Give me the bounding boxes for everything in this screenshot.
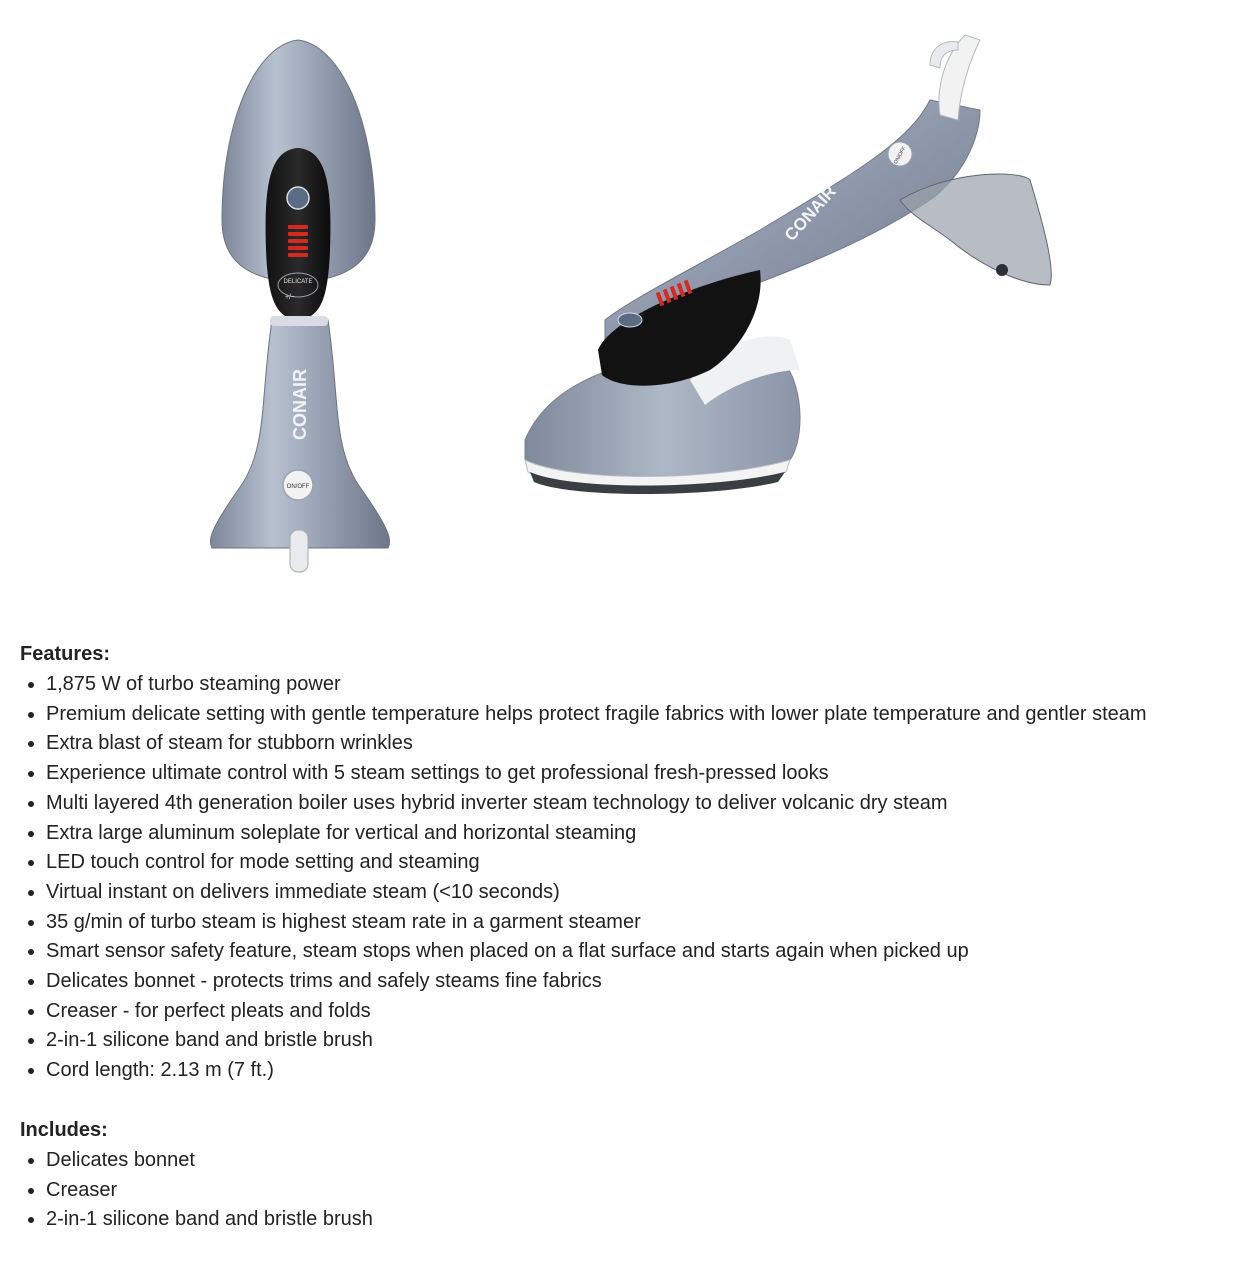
list-item: • 2-in-1 silicone band and bristle brush <box>46 1205 1220 1235</box>
front-power-label: ON/OFF <box>286 484 310 490</box>
list-item: • Virtual instant on delivers immediate steam (<10 seconds) <box>46 878 1220 908</box>
list-item: • Multi layered 4th generation boiler uses hybrid inverter steam technology to deliver volcanic dry steam <box>46 789 1220 819</box>
list-item: • Delicates bonnet <box>46 1146 1220 1176</box>
angled-power-label: ON/OFF <box>892 145 908 166</box>
list-item: • Creaser - for perfect pleats and folds <box>46 997 1220 1027</box>
steamer-front-view-image <box>200 20 400 600</box>
list-item: • Extra blast of steam for stubborn wrinkles <box>46 729 1220 759</box>
list-item: • Experience ultimate control with 5 steam settings to get professional fresh-pressed looks <box>46 759 1220 789</box>
list-item: • LED touch control for mode setting and steaming <box>46 848 1220 878</box>
list-item: • Smart sensor safety feature, steam stops when placed on a flat surface and starts again when picked up <box>46 937 1220 967</box>
product-description <box>20 640 1220 1235</box>
list-item: • 35 g/min of turbo steam is highest steam rate in a garment steamer <box>46 908 1220 938</box>
includes-heading: Includes: <box>20 1118 108 1141</box>
front-minus-plus-label: +/− <box>284 294 296 301</box>
angled-brand-logo: CONAIR <box>780 182 840 245</box>
features-heading: Features: <box>20 643 111 665</box>
front-mode-label: DELICATE <box>283 279 313 285</box>
list-item: • Cord length: 2.13 m (7 ft.) <box>46 1056 1220 1086</box>
features-list <box>20 670 1220 1086</box>
front-brand-logo: CONAIR <box>290 369 310 440</box>
steamer-angled-view-image <box>510 20 1070 500</box>
includes-list <box>20 1146 1220 1235</box>
list-item: • Extra large aluminum soleplate for vertical and horizontal steaming <box>46 819 1220 849</box>
list-item: • Premium delicate setting with gentle temperature helps protect fragile fabrics with lower plate temperature and gentler steam <box>46 700 1220 730</box>
list-item: • Delicates bonnet - protects trims and safely steams fine fabrics <box>46 967 1220 997</box>
list-item: • Creaser <box>46 1176 1220 1206</box>
list-item: • 1,875 W of turbo steaming power <box>46 670 1220 700</box>
product-images <box>0 0 1236 600</box>
list-item: • 2-in-1 silicone band and bristle brush <box>46 1026 1220 1056</box>
